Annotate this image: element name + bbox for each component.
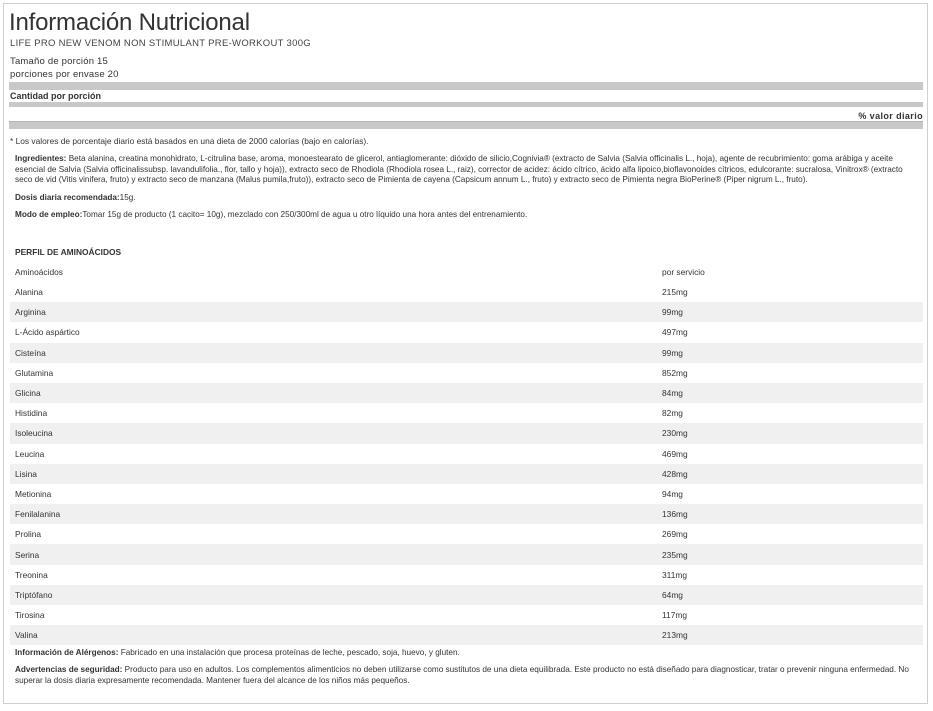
table-row (10, 585, 923, 605)
amino-name-cell: Valina (10, 625, 662, 645)
column-header-per-serving: por servicio (662, 267, 705, 277)
allergens-section (15, 648, 920, 659)
amino-name-cell: Cisteína (10, 343, 662, 363)
amino-value-cell: 469mg (662, 448, 688, 459)
amino-name-cell: Arginina (10, 302, 662, 322)
table-row (10, 363, 923, 383)
table-row (10, 565, 923, 585)
usage-section (15, 210, 920, 221)
table-row (10, 282, 923, 302)
page-title: Información Nutricional (9, 9, 250, 36)
amino-value-cell: 428mg (662, 464, 923, 484)
amino-value-cell: 215mg (662, 287, 688, 298)
warnings-section (15, 665, 920, 686)
amino-name-cell: Lisina (10, 464, 662, 484)
table-row (10, 625, 923, 645)
amino-value-cell: 117mg (662, 610, 687, 621)
warnings-label: Advertencias de seguridad: (15, 665, 123, 674)
serving-size: Tamaño de porción 15 (10, 56, 109, 67)
amino-name-cell: Alanina (15, 287, 43, 298)
table-row (10, 544, 923, 564)
amino-value-cell: 269mg (662, 529, 688, 540)
product-name: LIFE PRO NEW VENOM NON STIMULANT PRE-WORKOUT 300G (10, 38, 311, 49)
usage-label: Modo de empleo: (15, 210, 83, 219)
table-header-row (10, 262, 923, 282)
amino-value-cell: 311mg (662, 569, 687, 580)
amino-name-cell: Metionina (15, 488, 52, 499)
table-row (10, 343, 923, 363)
medium-divider (9, 102, 923, 107)
table-row (10, 464, 923, 484)
amino-name-cell: L-Ácido aspártico (15, 327, 80, 338)
amino-name-cell: Triptófano (10, 585, 662, 605)
amino-name-cell: Isoleucina (10, 423, 662, 443)
amino-value-cell: 99mg (662, 343, 923, 363)
amino-acid-table (10, 262, 923, 645)
amino-name-cell: Prolina (15, 529, 42, 540)
table-row (10, 423, 923, 443)
amino-value-cell: 497mg (662, 327, 688, 338)
amino-value-cell: 82mg (662, 408, 683, 419)
amino-name-cell: Treonina (15, 569, 48, 580)
amino-value-cell: 213mg (662, 625, 923, 645)
amino-profile-title: PERFIL DE AMINOÁCIDOS (15, 247, 122, 257)
ingredients-label: Ingredientes: (15, 154, 67, 163)
thick-divider (9, 82, 923, 90)
table-row (10, 605, 923, 625)
ingredients-text: Beta alanina, creatina monohidrato, L-citrulina base, aroma, monoestearato de glicerol, antiaglomerante: dióxido de silicio,Cognivia® (extracto de Salvia (Salvia officinalis L., hoja), agente de recubrimiento: goma arábiga y aceite esencial de Salvia (Salvia officinalissubsp. lavandulifolia., flor, tallo y hoja)), extracto seco de Rhodiola (Rhodiola rosea L., raiz), corrector de acidez: ácido cítrico, ácido alfa lipoico,bioflavonoides cítricos, edulcorante: sucralosa, Vinitrox® (extracto seco de vid (Vitis vinifera, fruto) y extracto seco de manzana (Malus pumila,fruto)), extracto seco de Pimienta de cayena (Capsicum annum L., fruto) y extracto seco de Pimienta negra BioPerine® (Piper nigrum L., fruto). (15, 154, 903, 184)
recommended-dose-section (15, 193, 920, 204)
amino-name-cell: Tirosina (15, 610, 45, 621)
amino-value-cell: 230mg (662, 423, 923, 443)
ingredients-section (15, 154, 920, 186)
amino-name-cell: Histidina (15, 408, 48, 419)
amino-name-cell: Glicina (10, 383, 662, 403)
amino-value-cell: 136mg (662, 504, 923, 524)
table-row (10, 444, 923, 464)
recommended-dose-label: Dosis diaria recomendada: (15, 193, 120, 202)
amino-value-cell: 235mg (662, 544, 923, 564)
amino-value-cell: 94mg (662, 488, 683, 499)
column-header-amino: Aminoácidos (15, 267, 63, 277)
table-row (10, 322, 923, 342)
table-row (10, 484, 923, 504)
warnings-text: Producto para uso en adultos. Los complementos alimenticios no deben utilizarse como sustitutos de una dieta equilibrada. Este producto no está diseñado para diagnosticar, tratar o prevenir ninguna enfermedad. No superar la dosis diaria expresamente recomendada. Mantener fuera del alcance de los niños más pequeños. (15, 665, 909, 685)
amino-value-cell: 852mg (662, 367, 688, 378)
amino-name-cell: Fenilalanina (10, 504, 662, 524)
servings-per-container: porciones por envase 20 (10, 69, 119, 80)
allergens-label: Información de Alérgenos: (15, 648, 119, 657)
allergens-text: Fabricado en una instalación que procesa proteínas de leche, pescado, soja, huevo, y gluten. (118, 648, 460, 657)
table-row (10, 302, 923, 322)
recommended-dose-text: 15g. (119, 193, 136, 202)
daily-value-label: % valor diario (858, 111, 923, 121)
amino-name-cell: Leucina (15, 448, 45, 459)
amino-value-cell: 84mg (662, 383, 923, 403)
amino-value-cell: 99mg (662, 302, 923, 322)
table-row (10, 383, 923, 403)
amino-value-cell: 64mg (662, 585, 923, 605)
amino-name-cell: Glutamina (15, 367, 54, 378)
thick-divider-bottom (9, 122, 923, 129)
table-row (10, 403, 923, 423)
amount-per-serving-label: Cantidad por porción (10, 91, 101, 101)
daily-value-note: * Los valores de porcentaje diario está basados en una dieta de 2000 calorías (bajo en calorías). (10, 136, 369, 146)
usage-text: Tomar 15g de producto (1 cacito= 10g), mezclado con 250/300ml de agua u otro líquido una hora antes del entrenamiento. (82, 210, 528, 219)
table-row (10, 504, 923, 524)
table-row (10, 524, 923, 544)
amino-name-cell: Serina (10, 544, 662, 564)
